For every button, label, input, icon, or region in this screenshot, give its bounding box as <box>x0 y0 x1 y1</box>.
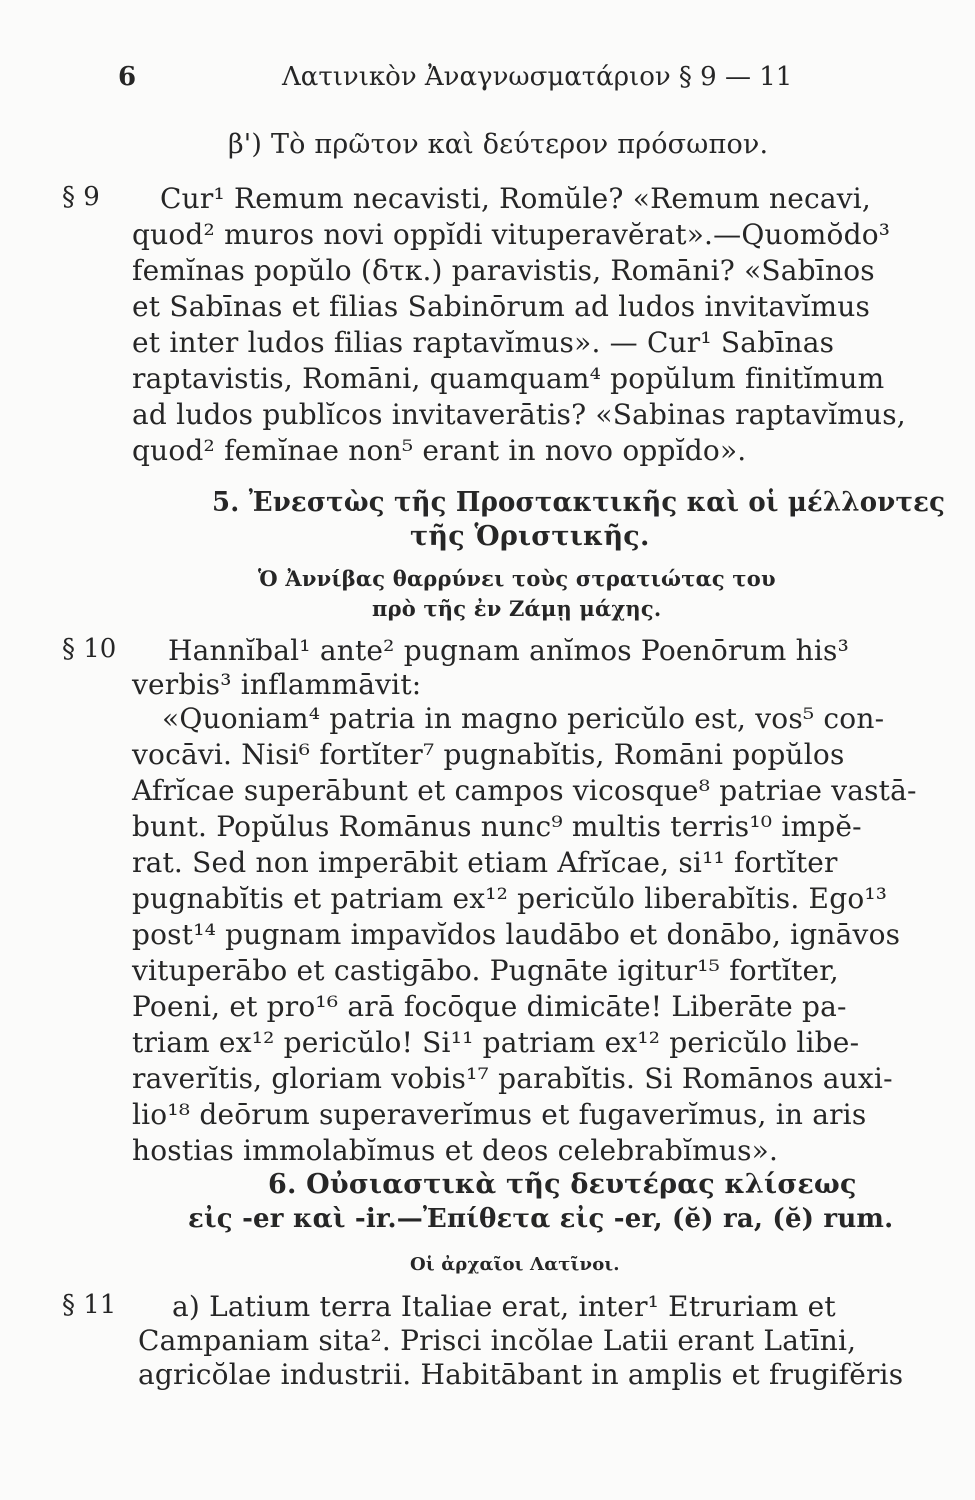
text-line: hostias immolabĭmus et deos celebrabĭmus». <box>132 1134 779 1167</box>
text-line: Poeni, et pro¹⁶ arā focōque dimicāte! Liberāte pa- <box>132 990 847 1023</box>
text-line: vituperābo et castigābo. Pugnāte igitur¹⁵ fortĭter, <box>132 954 839 987</box>
chapter-heading-5-cont: τῆς Ὁριστικῆς. <box>410 521 650 552</box>
text-line: Afrĭcae superābunt et campos vicosque⁸ patriae vastā- <box>132 774 917 807</box>
reading-title-cont: πρὸ τῆς ἐν Ζάμῃ μάχης. <box>372 596 662 621</box>
text-line: Campaniam sita². Prisci incŏlae Latii erant Latīni, <box>138 1324 857 1357</box>
text-line: femĭnas popŭlo (δτκ.) paravistis, Romāni? «Sabīnos <box>132 254 875 287</box>
running-title: Λατινικὸν Ἀναγνωσματάριον § 9 — 11 <box>282 62 793 92</box>
text-line: a) Latium terra Italiae erat, inter¹ Etruriam et <box>172 1290 836 1323</box>
text-line: et Sabīnas et filias Sabinōrum ad ludos invitavĭmus <box>132 290 871 323</box>
text-line: quod² femĭnae non⁵ erant in novo oppĭdo». <box>132 434 747 467</box>
page-number: 6 <box>118 62 137 92</box>
section-marker-9: § 9 <box>62 182 100 212</box>
chapter-heading-6: 6. Οὐσιαστικὰ τῆς δευτέρας κλίσεως <box>268 1169 857 1200</box>
text-line: Cur¹ Remum necavisti, Romŭle? «Remum necavi, <box>160 182 872 215</box>
text-line: bunt. Popŭlus Romānus nunc⁹ multis terris¹⁰ impĕ- <box>132 810 862 843</box>
reading-title: Οἱ ἀρχαῖοι Λατῖνοι. <box>410 1254 620 1275</box>
text-line: post¹⁴ pugnam impavĭdos laudābo et donābo, ignāvos <box>132 918 901 951</box>
text-line: raptavistis, Romāni, quamquam⁴ popŭlum finitĭmum <box>132 362 885 395</box>
text-line: ad ludos publĭcos invitaverātis? «Sabinas raptavĭmus, <box>132 398 906 431</box>
text-line: verbis³ inflammāvit: <box>132 668 422 701</box>
text-line: et inter ludos filias raptavĭmus». — Cur¹ Sabīnas <box>132 326 835 359</box>
reading-title: Ὁ Ἀννίβας θαρρύνει τοὺς στρατιώτας του <box>258 566 776 591</box>
text-line: triam ex¹² pericŭlo! Si¹¹ patriam ex¹² pericŭlo libe- <box>132 1026 860 1059</box>
text-line: quod² muros novi oppĭdi vituperavĕrat».—Quomŏdo³ <box>132 218 891 251</box>
section-heading-second-person: β') Τὸ πρῶτον καὶ δεύτερον πρόσωπον. <box>228 129 769 160</box>
section-marker-11: § 11 <box>62 1290 117 1320</box>
text-line: agricŏlae industrii. Habitābant in amplis et frugifĕris <box>138 1358 904 1391</box>
chapter-heading-5: 5. Ἐνεστὼς τῆς Προστακτικῆς καὶ οἱ μέλλοντες <box>212 487 946 518</box>
text-line: raverĭtis, gloriam vobis¹⁷ parabĭtis. Si Romānos auxi- <box>132 1062 893 1095</box>
text-line: lio¹⁸ deōrum superaverĭmus et fugaverĭmus, in aris <box>132 1098 867 1131</box>
text-line: rat. Sed non imperābit etiam Afrĭcae, si¹¹ fortĭter <box>132 846 838 879</box>
text-line: «Quoniam⁴ patria in magno pericŭlo est, vos⁵ con- <box>162 702 885 735</box>
text-line: Hannĭbal¹ ante² pugnam anĭmos Poenōrum his³ <box>168 634 849 667</box>
text-line: pugnabĭtis et patriam ex¹² pericŭlo liberabĭtis. Ego¹³ <box>132 882 888 915</box>
text-line: vocāvi. Nisi⁶ fortĭter⁷ pugnabĭtis, Romāni popŭlos <box>132 738 845 771</box>
section-marker-10: § 10 <box>62 634 117 664</box>
chapter-heading-6-cont: εἰς -er καὶ -ir.—Ἐπίθετα εἰς -er, (ĕ) ra, (ĕ) rum. <box>188 1204 894 1234</box>
